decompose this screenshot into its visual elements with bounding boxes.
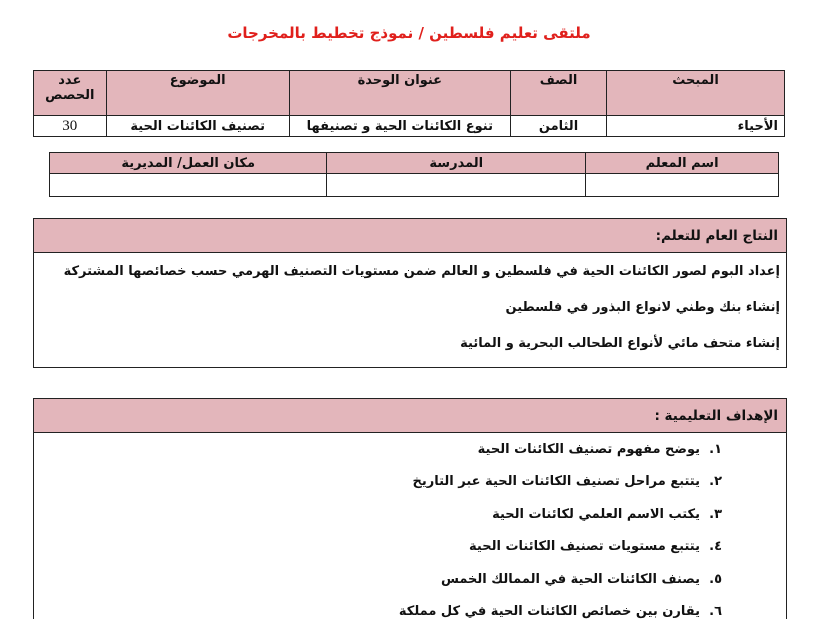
- outcome-item: إنشاء متحف مائي لأنواع الطحالب البحرية و المائية: [34, 325, 786, 361]
- objective-item: [34, 596, 786, 628]
- objective-text: يتتبع مراحل تصنيف الكائنات الحية عبر التاريخ: [412, 474, 700, 489]
- objective-text: يتتبع مستويات تصنيف الكائنات الحية: [469, 539, 700, 554]
- objective-number: ٣.: [700, 507, 722, 522]
- value-grade: الثامن: [510, 116, 606, 137]
- staff-table: [49, 152, 779, 197]
- header-lesson-count: عدد الحصص: [34, 71, 107, 116]
- objective-number: ٥.: [700, 572, 722, 587]
- value-unit-title: تنوع الكائنات الحية و تصنيفها: [289, 116, 510, 137]
- objective-text: يوضح مفهوم تصنيف الكائنات الحية: [478, 442, 700, 457]
- course-info-table: [33, 70, 785, 137]
- outcome-item: إنشاء بنك وطني لانواع البذور في فلسطين: [34, 289, 786, 325]
- header-topic: الموضوع: [106, 71, 289, 116]
- value-topic: تصنيف الكائنات الحية: [106, 116, 289, 137]
- teacher-name-cell[interactable]: [586, 174, 779, 197]
- header-school: المدرسة: [327, 153, 586, 174]
- objective-text: يصنف الكائنات الحية في الممالك الخمس: [441, 572, 700, 587]
- objective-item: [34, 531, 786, 564]
- workplace-cell[interactable]: [50, 174, 327, 197]
- header-unit-title: عنوان الوحدة: [289, 71, 510, 116]
- objective-number: ٦.: [700, 604, 722, 619]
- outcome-item: إعداد البوم لصور الكائنات الحية في فلسطين و العالم ضمن مستويات التصنيف الهرمي حسب خصائصها المشتركة: [34, 253, 786, 289]
- header-workplace: مكان العمل/ المديرية: [50, 153, 327, 174]
- value-subject: الأحياء: [607, 116, 785, 137]
- objective-number: ٤.: [700, 539, 722, 554]
- objective-text: يقارن بين خصائص الكائنات الحية في كل مملكة: [399, 604, 700, 619]
- objective-number: ١.: [700, 442, 722, 457]
- objective-item: [34, 498, 786, 531]
- general-outcomes-section: [33, 218, 787, 368]
- value-lesson-count: 30: [34, 116, 107, 137]
- objective-number: ٢.: [700, 474, 722, 489]
- objective-text: يكتب الاسم العلمي لكائنات الحية: [492, 507, 700, 522]
- objective-item: [34, 466, 786, 499]
- header-teacher-name: اسم المعلم: [586, 153, 779, 174]
- learning-objectives-section: [33, 398, 787, 619]
- objective-item: [34, 433, 786, 466]
- school-cell[interactable]: [327, 174, 586, 197]
- page-title: ملتقى تعليم فلسطين / نموذج تخطيط بالمخرجات: [0, 24, 818, 42]
- objectives-heading: الإهداف التعليمية :: [34, 399, 786, 433]
- header-subject: المبحث: [607, 71, 785, 116]
- objective-item: [34, 563, 786, 596]
- outcomes-heading: النتاج العام للتعلم:: [34, 219, 786, 253]
- header-grade: الصف: [510, 71, 606, 116]
